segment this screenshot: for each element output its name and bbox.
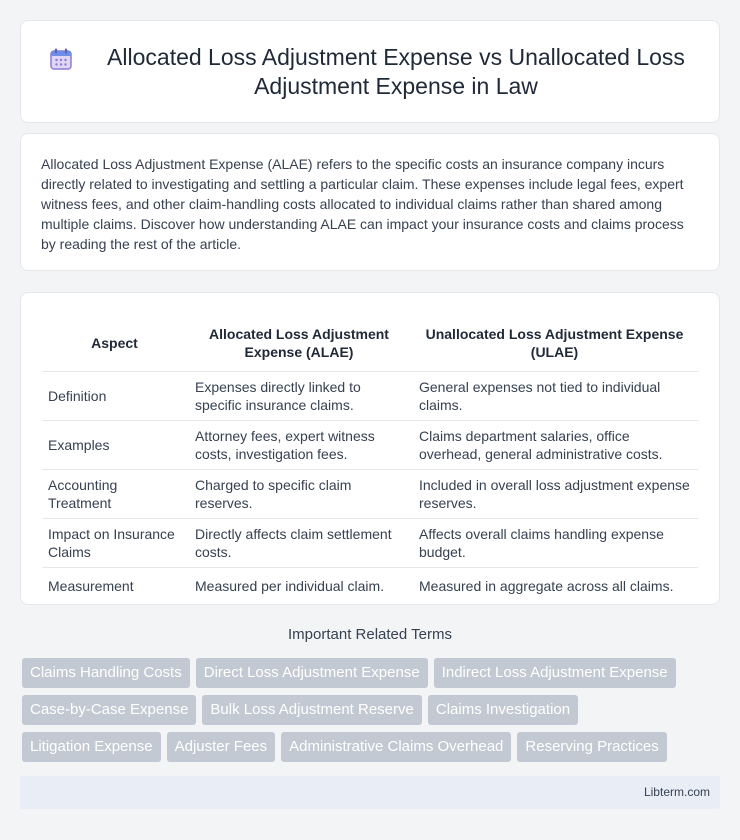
related-term-tag[interactable]: Litigation Expense: [22, 732, 161, 762]
table-row: [42, 371, 698, 420]
related-term-tag[interactable]: Claims Investigation: [428, 695, 578, 725]
table-row: [42, 420, 698, 469]
header-card: [20, 20, 720, 123]
table-header-row: [42, 311, 698, 371]
related-term-tag[interactable]: Claims Handling Costs: [22, 658, 190, 688]
table-cell: Measured in aggregate across all claims.: [419, 578, 674, 595]
table-row: [42, 469, 698, 518]
related-term-tag[interactable]: Administrative Claims Overhead: [281, 732, 511, 762]
related-term-tag[interactable]: Indirect Loss Adjustment Expense: [434, 658, 676, 688]
table-cell: Measurement: [48, 578, 134, 595]
page-title: Allocated Loss Adjustment Expense vs Unallocated Loss Adjustment Expense in Law: [107, 43, 685, 99]
table-cell: Attorney fees, expert witness costs, investigation fees.: [187, 420, 411, 469]
table-row: [42, 518, 698, 567]
table-cell: Claims department salaries, office overhead, general administrative costs.: [411, 420, 698, 469]
column-header-ulae: Unallocated Loss Adjustment Expense (ULAE): [411, 311, 698, 371]
table-cell: Expenses directly linked to specific insurance claims.: [187, 371, 411, 420]
table-cell: Accounting Treatment: [42, 469, 187, 518]
related-term-tag[interactable]: Bulk Loss Adjustment Reserve: [202, 695, 421, 725]
intro-text: Allocated Loss Adjustment Expense (ALAE) refers to the specific costs an insurance company incurs directly related to investigating and settling a particular claim. These expenses include legal fees, expert witness fees, and other claim-handling costs allocated to individual claims rather than shared among multiple claims. Discover how understanding ALAE can impact your insurance costs and claims process by reading the rest of the article.: [41, 156, 684, 252]
table-row: [42, 567, 698, 605]
table-cell: Directly affects claim settlement costs.: [187, 518, 411, 567]
table-cell: Charged to specific claim reserves.: [187, 469, 411, 518]
table-cell: Measured per individual claim.: [195, 578, 385, 595]
table-cell: General expenses not tied to individual claims.: [411, 371, 698, 420]
related-terms-title: Important Related Terms: [288, 626, 452, 643]
calendar-icon: [49, 47, 73, 71]
table-cell: Impact on Insurance Claims: [42, 518, 187, 567]
related-term-tag[interactable]: Reserving Practices: [517, 732, 666, 762]
footer-site-link[interactable]: Libterm.com: [643, 785, 710, 799]
intro-card: [20, 133, 720, 271]
table-cell: Examples: [42, 420, 187, 469]
column-header-alae: Allocated Loss Adjustment Expense (ALAE): [187, 311, 411, 371]
table-cell: Affects overall claims handling expense budget.: [411, 518, 698, 567]
related-term-tag[interactable]: Direct Loss Adjustment Expense: [196, 658, 428, 688]
comparison-table-card: [20, 292, 720, 605]
table-cell: Definition: [42, 371, 187, 420]
related-term-tag[interactable]: Case-by-Case Expense: [22, 695, 196, 725]
table-cell: Included in overall loss adjustment expense reserves.: [411, 469, 698, 518]
related-term-tag[interactable]: Adjuster Fees: [167, 732, 276, 762]
comparison-table: [42, 311, 698, 605]
column-header-aspect: Aspect: [42, 311, 187, 371]
footer: [20, 776, 720, 809]
related-terms-list: [22, 658, 722, 769]
